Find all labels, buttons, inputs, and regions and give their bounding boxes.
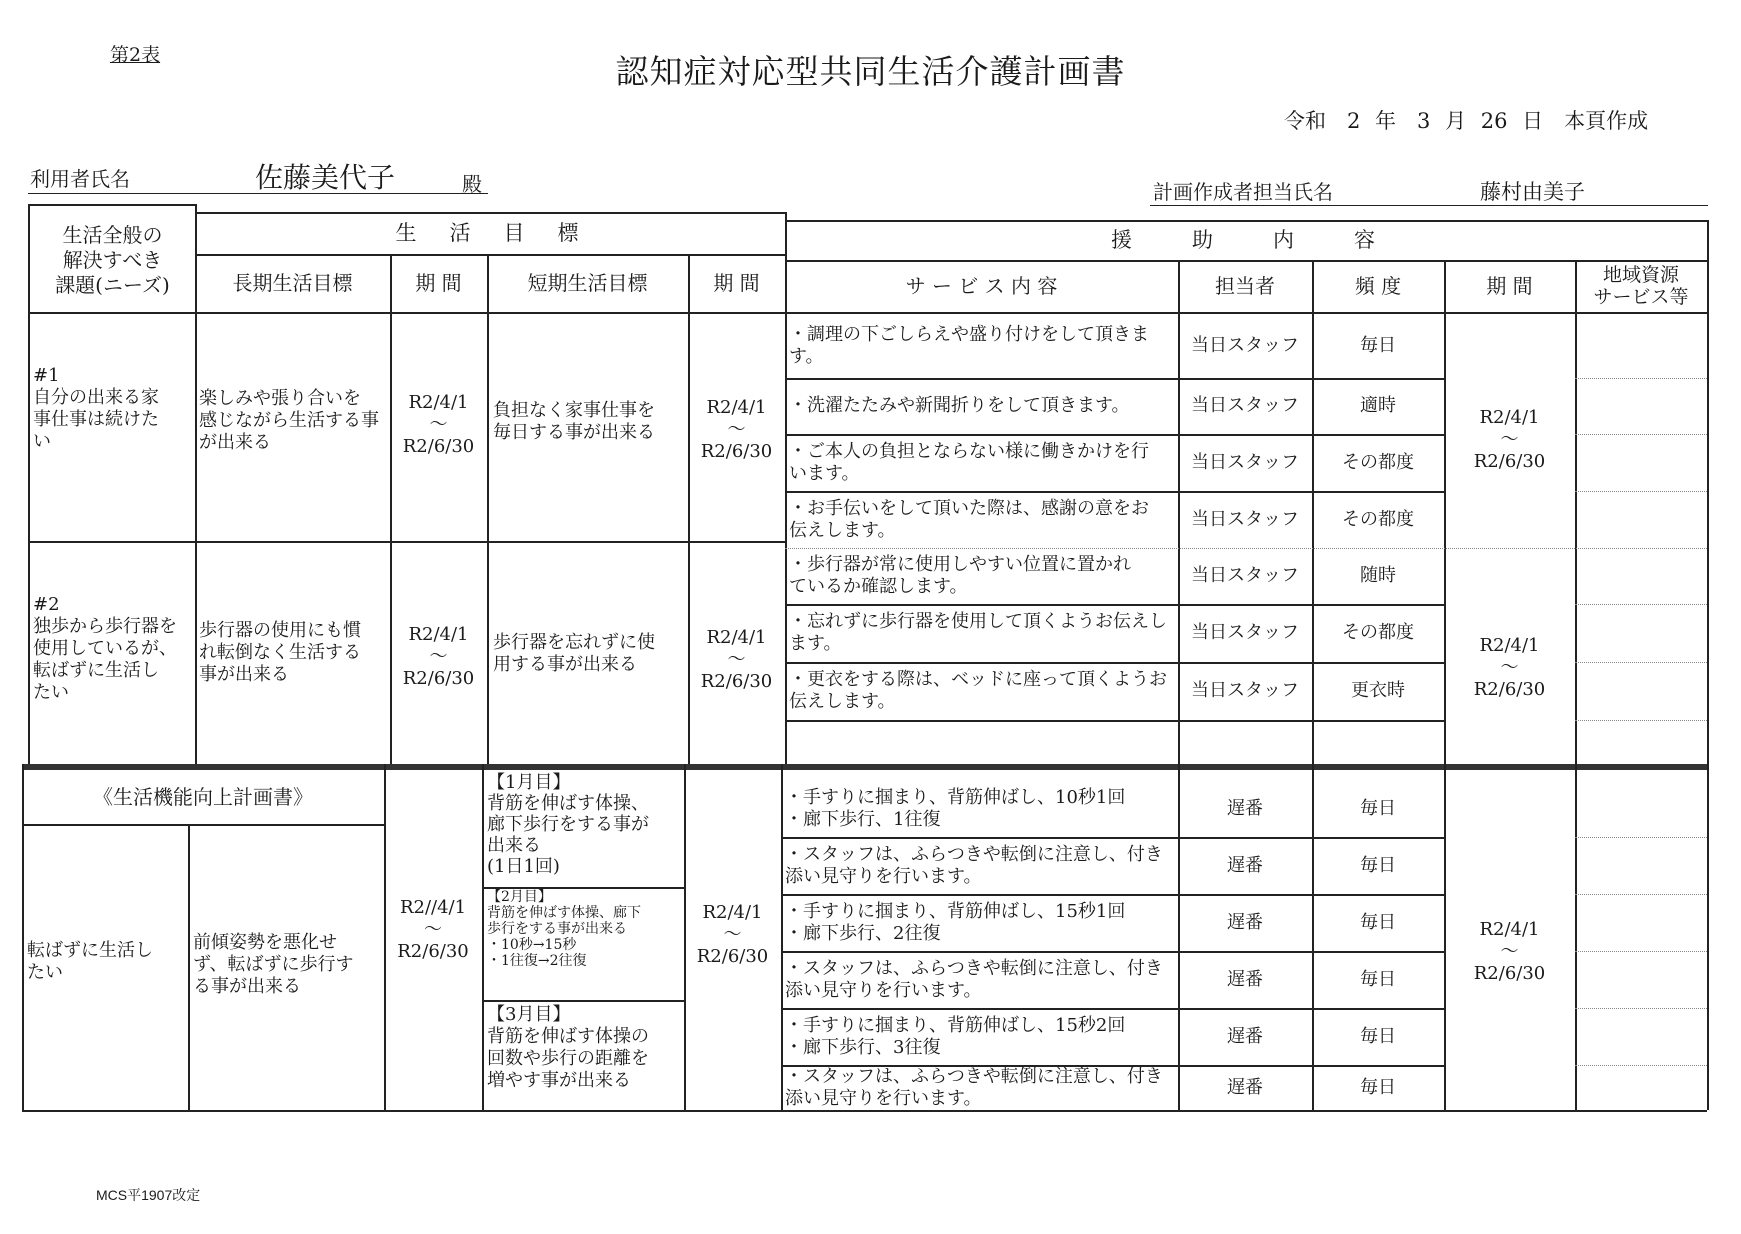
service-staff: 遅番 [1227, 1025, 1263, 1047]
header-needs: 生活全般の 解決すべき 課題(ニーズ) [55, 222, 170, 297]
planner-label: 計画作成者担当氏名 [1153, 180, 1333, 204]
function-short-period: R2/4/1 ～ R2/6/30 [696, 902, 769, 967]
header-life-goals: 生 活 目 標 [395, 221, 585, 245]
service-frequency: その都度 [1342, 622, 1414, 643]
header-service: サ ー ビ ス 内 容 [905, 274, 1058, 298]
user-name: 佐藤美代子 [255, 161, 396, 194]
service-frequency: 適時 [1360, 395, 1396, 416]
service-frequency: 毎日 [1360, 911, 1396, 933]
service-staff: 当日スタッフ [1191, 680, 1299, 701]
service-frequency: その都度 [1342, 451, 1414, 473]
service-item: ・ご本人の負担とならない様に働きかけを行 います。 [789, 440, 1149, 484]
service-staff: 遅番 [1227, 854, 1263, 876]
long-term-goal-1: 楽しみや張り合いを 感じながら生活する事 が出来る [199, 388, 379, 453]
service-frequency: 随時 [1360, 565, 1396, 586]
form-number: 第2表 [110, 44, 161, 66]
planner-underline [1150, 205, 1708, 206]
page-title: 認知症対応型共同生活介護計画書 [615, 52, 1126, 91]
service-frequency: 毎日 [1360, 797, 1396, 819]
short-term-month-2: 【2月目】 背筋を伸ばす体操、廊下 歩行をする事が出来る ・10秒→15秒 ・1往復→2往復 [487, 889, 641, 969]
user-name-label: 利用者氏名 [30, 167, 130, 191]
service-staff: 当日スタッフ [1191, 395, 1299, 416]
planner-name: 藤村由美子 [1480, 180, 1585, 204]
service-item: ・忘れずに歩行器を使用して頂くようお伝えし ます。 [789, 611, 1167, 654]
long-period-1: R2/4/1 ～ R2/6/30 [402, 392, 475, 457]
function-need: 転ばずに生活し たい [27, 940, 153, 983]
service-item: ・調理の下ごしらえや盛り付けをして頂きま す。 [789, 324, 1149, 367]
service-item: ・手すりに掴まり、背筋伸ばし、15秒2回 ・廊下歩行、3往復 [785, 1014, 1126, 1058]
service-staff: 遅番 [1227, 797, 1263, 819]
short-term-month-3: 【3月目】 背筋を伸ばす体操の 回数や歩行の距離を 増やす事が出来る [487, 1004, 649, 1091]
service-frequency: その都度 [1342, 508, 1414, 530]
service-frequency: 毎日 [1360, 1076, 1396, 1098]
header-staff: 担当者 [1215, 274, 1275, 298]
long-term-goal-2: 歩行器の使用にも慣 れ転倒なく生活する 事が出来る [199, 620, 361, 685]
short-term-goal-1: 負担なく家事仕事を 毎日する事が出来る [493, 400, 655, 443]
service-staff: 当日スタッフ [1191, 335, 1299, 356]
user-honorific: 殿 [462, 172, 482, 196]
service-item: ・スタッフは、ふらつきや転倒に注意し、付き 添い見守りを行います。 [785, 1065, 1163, 1109]
service-staff: 当日スタッフ [1191, 565, 1299, 586]
short-term-goal-2: 歩行器を忘れずに使 用する事が出来る [493, 632, 655, 675]
short-term-month-1: 【1月目】 背筋を伸ばす体操、 廊下歩行をする事が 出来る (1日1回) [487, 772, 649, 877]
service-staff: 遅番 [1227, 911, 1263, 933]
header-support: 援 助 内 容 [1111, 228, 1381, 252]
service-item: ・スタッフは、ふらつきや転倒に注意し、付き 添い見守りを行います。 [785, 957, 1163, 1001]
service-frequency: 毎日 [1360, 968, 1396, 990]
service-item: ・手すりに掴まり、背筋伸ばし、10秒1回 ・廊下歩行、1往復 [785, 786, 1126, 830]
support-period-2: R2/4/1 ～ R2/6/30 [1473, 635, 1546, 700]
header-period-2: 期 間 [713, 271, 760, 295]
header-short-term: 短期生活目標 [527, 271, 648, 295]
created-date: 令和 2 年 3 月 26 日 本頁作成 [1284, 109, 1649, 133]
header-period-1: 期 間 [415, 271, 462, 295]
service-staff: 遅番 [1227, 968, 1263, 990]
service-staff: 当日スタッフ [1191, 622, 1299, 643]
service-staff: 遅番 [1227, 1076, 1263, 1098]
service-item: ・手すりに掴まり、背筋伸ばし、15秒1回 ・廊下歩行、2往復 [785, 900, 1126, 944]
service-item: ・お手伝いをして頂いた際は、感謝の意をお 伝えします。 [789, 497, 1149, 541]
service-item: ・更衣をする際は、ベッドに座って頂くようお 伝えします。 [789, 669, 1167, 712]
function-plan-heading: 《生活機能向上計画書》 [93, 785, 313, 809]
need-2: #2 独歩から歩行器を 使用しているが、 転ばずに生活し たい [33, 594, 177, 703]
service-item: ・歩行器が常に使用しやすい位置に置かれ ているか確認します。 [789, 554, 1131, 597]
service-frequency: 更衣時 [1351, 680, 1405, 701]
function-long-term-goal: 前傾姿勢を悪化せ ず、転ばずに歩行す る事が出来る [193, 932, 354, 997]
form-revision-code: MCS平1907改定 [96, 1187, 201, 1203]
function-support-period: R2/4/1 ～ R2/6/30 [1473, 919, 1546, 984]
service-frequency: 毎日 [1360, 854, 1396, 876]
header-regional: 地域資源 サービス等 [1593, 264, 1689, 308]
service-frequency: 毎日 [1360, 335, 1396, 356]
short-period-2: R2/4/1 ～ R2/6/30 [700, 627, 773, 692]
short-period-1: R2/4/1 ～ R2/6/30 [700, 397, 773, 462]
user-name-underline [28, 193, 488, 194]
header-frequency: 頻 度 [1354, 274, 1402, 298]
service-staff: 当日スタッフ [1191, 508, 1299, 530]
service-staff: 当日スタッフ [1191, 451, 1299, 473]
header-long-term: 長期生活目標 [232, 271, 353, 295]
function-long-period: R2//4/1 ～ R2/6/30 [397, 897, 469, 962]
service-frequency: 毎日 [1360, 1025, 1396, 1047]
need-1: #1 自分の出来る家 事仕事は続けた い [33, 365, 159, 452]
support-period-1: R2/4/1 ～ R2/6/30 [1473, 407, 1546, 472]
header-period-3: 期 間 [1486, 274, 1533, 298]
service-item: ・洗濯たたみや新聞折りをして頂きます。 [789, 395, 1130, 416]
service-item: ・スタッフは、ふらつきや転倒に注意し、付き 添い見守りを行います。 [785, 843, 1163, 887]
long-period-2: R2/4/1 ～ R2/6/30 [402, 624, 475, 689]
